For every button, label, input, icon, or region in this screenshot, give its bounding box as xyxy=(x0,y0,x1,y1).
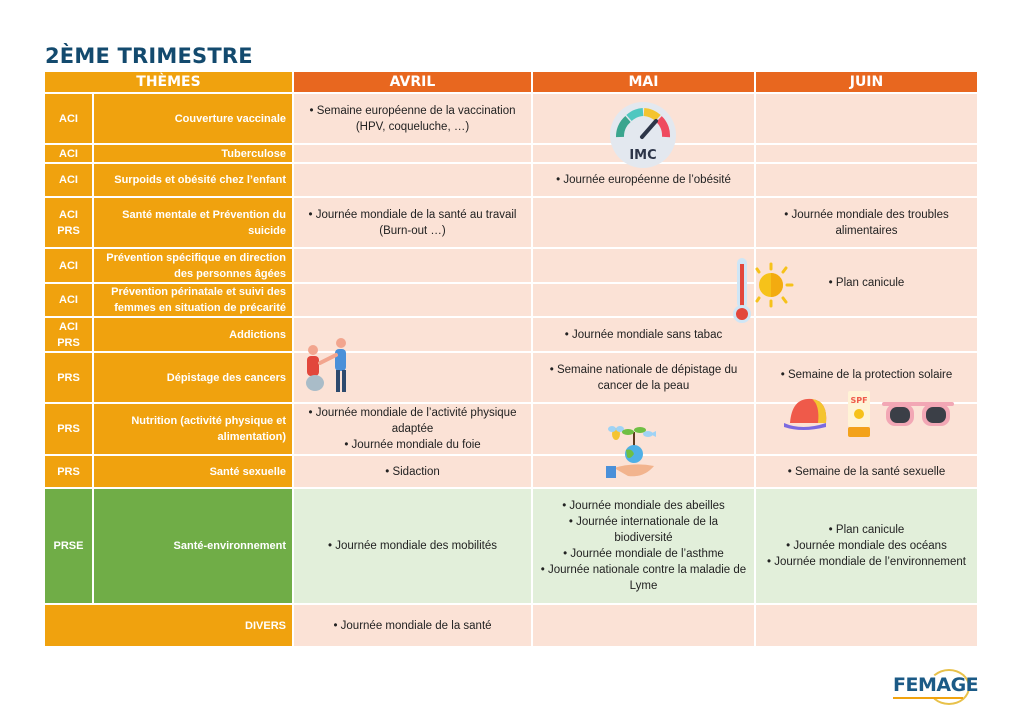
cell-avril xyxy=(294,145,533,164)
row-category: ACI xyxy=(45,249,94,284)
header-themes: THÈMES xyxy=(45,72,294,94)
logo-underline xyxy=(893,697,963,699)
cell-avril: • Journée mondiale de la santé au travail (Burn-out …) xyxy=(294,198,533,249)
row-category: PRS xyxy=(45,404,94,456)
cell-mai xyxy=(533,605,756,648)
page-title: 2ÈME TRIMESTRE xyxy=(45,44,253,68)
row-theme: Santé-environnement xyxy=(94,489,294,605)
biodiversity-hand-icon xyxy=(604,420,664,486)
row-theme: Dépistage des cancers xyxy=(94,353,294,404)
row-category: PRS xyxy=(45,353,94,404)
row-category: PRSE xyxy=(45,489,94,605)
row-category: ACI PRS xyxy=(45,318,94,353)
cell-juin: • Plan canicule xyxy=(756,249,979,318)
cell-avril: • Journée mondiale de la santé xyxy=(294,605,533,648)
row-theme: Santé mentale et Prévention du suicide xyxy=(94,198,294,249)
row-theme: Surpoids et obésité chez l’enfant xyxy=(94,164,294,198)
cell-mai xyxy=(533,249,756,284)
row-category: ACI xyxy=(45,145,94,164)
cell-juin xyxy=(756,164,979,198)
cell-juin: • Semaine de la santé sexuelle xyxy=(756,456,979,489)
cell-avril xyxy=(294,164,533,198)
femage-logo: FEMAGE xyxy=(893,674,979,696)
row-category: PRS xyxy=(45,456,94,489)
row-category: ACI xyxy=(45,94,94,145)
cell-avril: • Semaine européenne de la vaccination (HPV, coqueluche, …) xyxy=(294,94,533,145)
row-theme: Nutrition (activité physique et alimentation) xyxy=(94,404,294,456)
row-category: ACI PRS xyxy=(45,198,94,249)
cell-avril xyxy=(294,284,533,318)
cell-mai: • Semaine nationale de dépistage du cancer de la peau xyxy=(533,353,756,404)
cell-mai: • Journée mondiale des abeilles • Journée internationale de la biodiversité • Journée mondiale de l’asthme • Journée nationale contre la maladie de Lyme xyxy=(533,489,756,605)
row-theme: Tuberculose xyxy=(94,145,294,164)
row-theme: Prévention spécifique en direction des personnes âgées xyxy=(94,249,294,284)
row-theme: Prévention périnatale et suivi des femmes en situation de précarité xyxy=(94,284,294,318)
cell-mai: • Journée mondiale sans tabac xyxy=(533,318,756,353)
caregiver-icon xyxy=(303,337,353,395)
thermometer-icon xyxy=(730,256,754,326)
sunglasses-icon xyxy=(880,398,956,430)
spf-label: SPF xyxy=(850,396,868,405)
cell-mai xyxy=(533,198,756,249)
cell-avril xyxy=(294,249,533,284)
row-category: ACI xyxy=(45,164,94,198)
schedule-table xyxy=(45,72,979,648)
cap-icon xyxy=(782,393,834,433)
cell-avril: • Sidaction xyxy=(294,456,533,489)
row-theme-divers: DIVERS xyxy=(45,605,294,648)
row-theme: Couverture vaccinale xyxy=(94,94,294,145)
row-theme: Addictions xyxy=(94,318,294,353)
cell-juin: • Semaine de la protection solaire xyxy=(756,353,979,404)
header-mai: MAI xyxy=(533,72,756,94)
sun-icon xyxy=(755,262,795,308)
cell-juin: • Plan canicule • Journée mondiale des océans • Journée mondiale de l’environnement xyxy=(756,489,979,605)
imc-gauge-icon xyxy=(608,101,678,169)
header-juin: JUIN xyxy=(756,72,979,94)
cell-avril: • Journée mondiale des mobilités xyxy=(294,489,533,605)
cell-mai: • Journée européenne de l’obésité xyxy=(533,164,756,198)
cell-avril: • Journée mondiale de l’activité physique adaptée • Journée mondiale du foie xyxy=(294,404,533,456)
cell-juin xyxy=(756,318,979,353)
cell-juin xyxy=(756,145,979,164)
cell-mai xyxy=(533,284,756,318)
row-theme: Santé sexuelle xyxy=(94,456,294,489)
cell-juin: • Journée mondiale des troubles alimentaires xyxy=(756,198,979,249)
cell-juin xyxy=(756,605,979,648)
header-avril: AVRIL xyxy=(294,72,533,94)
cell-juin xyxy=(756,94,979,145)
imc-label: IMC xyxy=(629,148,657,163)
sunscreen-icon xyxy=(846,389,872,439)
row-category: ACI xyxy=(45,284,94,318)
